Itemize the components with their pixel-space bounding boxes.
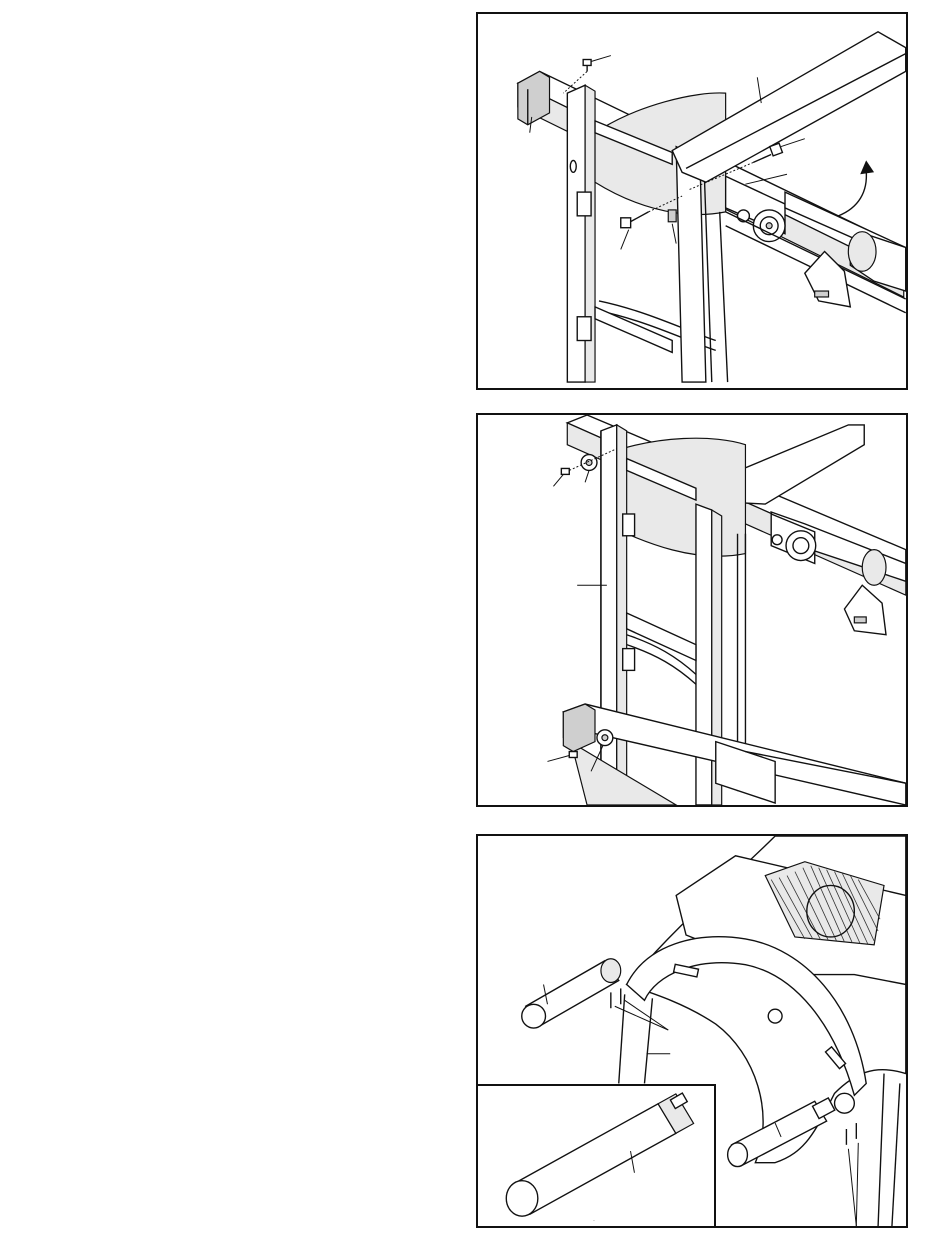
screw-pair-left: [611, 988, 621, 1008]
detail-grip-end: [506, 1181, 538, 1216]
spacer-top: [581, 455, 597, 471]
foot-bracket: [844, 585, 886, 634]
tab-upper: [577, 192, 591, 216]
upright-frame-drawing: [478, 415, 906, 805]
left-upright: [601, 425, 617, 805]
screw-pair-right: [846, 1123, 856, 1145]
spacer-bottom: [597, 730, 613, 746]
bottom-end-cap: [563, 704, 595, 752]
left-handgrip: [522, 959, 621, 1028]
handgrip-detail-inset: [478, 1084, 716, 1226]
crossbar-middle: [627, 613, 696, 661]
assembly-figure-1: [476, 12, 908, 390]
roller-wheel: [786, 531, 816, 561]
handgrip-detail-drawing: [478, 1086, 714, 1226]
wheel-bracket-drawing: [478, 14, 906, 388]
nut: [668, 210, 676, 222]
tab-lower: [577, 317, 591, 341]
rotate-arrow-icon: [838, 170, 866, 216]
arrow-head-icon: [860, 160, 874, 174]
assembly-figure-2: [476, 413, 908, 807]
screw-top: [561, 468, 569, 474]
bolt-head: [772, 535, 782, 545]
svg-text:·: ·: [593, 1218, 596, 1225]
left-upright-side: [617, 425, 627, 805]
screw-top: [583, 60, 591, 72]
long-bolt-left: [621, 212, 649, 228]
roller-end: [848, 232, 876, 272]
assembly-figure-3: [476, 834, 908, 1228]
screw-bottom: [569, 752, 577, 758]
